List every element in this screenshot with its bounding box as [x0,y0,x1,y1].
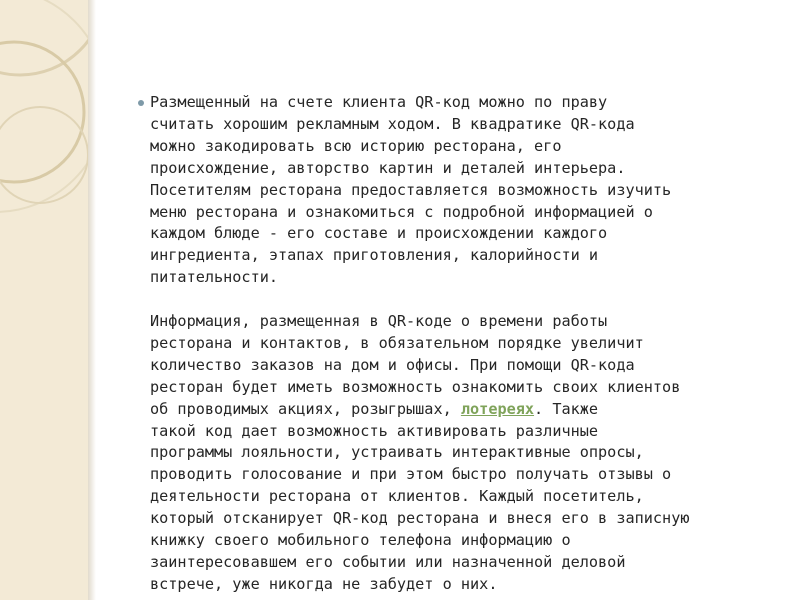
decor-circle-top [0,0,88,75]
paragraph-spacer [150,289,783,311]
decorative-side-panel [0,0,88,600]
decor-circle-outer [0,0,88,212]
decor-circle-middle [0,42,84,182]
paragraph-2-text-after: . Также такой код дает возможность активировать различные программы лояльности, устраивать интерактивные опросы, проводить голосование и при этом быстро получать отзывы о деятельности ресторана от клиентов. Каждый посетитель, который отсканирует QR-код ресторана и внеся его в записную книжку своего мобильного телефона информацию о заинтересовавшем его событии или назначенной деловой встрече, уже никогда не забудет о них. [150,399,690,593]
bullet-item [138,92,783,596]
paragraph-2 [150,311,783,596]
decorative-circles [0,0,88,600]
panel-edge-shadow [88,0,96,600]
bullet-dot-icon [138,100,144,106]
slide-content [138,92,783,596]
lottery-link[interactable]: лотереях [460,399,535,418]
paragraph-2-text-before: Информация, размещенная в QR-коде о времени работы ресторана и контактов, в обязательном порядке увеличит количество заказов на дом и офисы. При помощи QR-кода ресторан будет иметь возможность ознакомить своих клиентов об проводимых акциях, розыгрышах, [150,312,681,418]
decor-circle-small [0,107,88,203]
paragraph-1: Размещенный на счете клиента QR-код можно по праву считать хорошим рекламным ходом. В квадратике QR-кода можно закодировать всю историю ресторана, его происхождение, авторство картин и деталей интерьера. Посетителям ресторана предоставляется возможность изучить меню ресторана и ознакомиться с подробной информацией о каждом блюде - его составе и происхождении каждого ингредиента, этапах приготовления, калорийности и питательности. [150,93,672,287]
